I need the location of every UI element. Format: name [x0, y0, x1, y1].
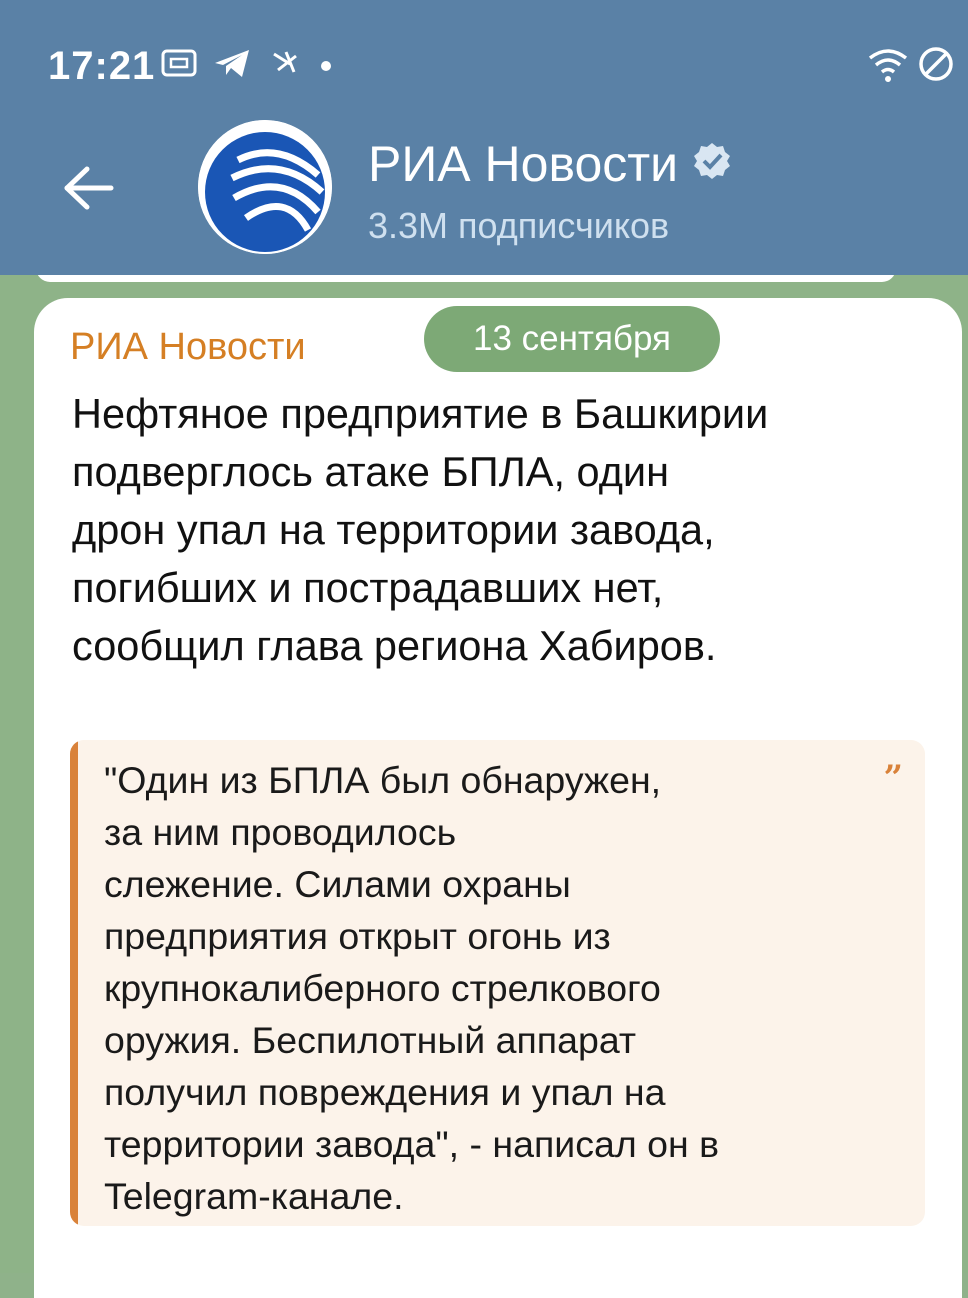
channel-avatar[interactable]: [198, 120, 332, 254]
telegram-icon: [212, 46, 252, 85]
subscriber-count: 3.3M подписчиков: [368, 205, 670, 246]
message-text: Нефтяное предприятие в Башкирии подверглось атаке БПЛА, один дрон упал на территории завода, погибших и пострадавших нет, сообщил глава региона Хабиров.: [72, 390, 769, 669]
verified-badge-icon: [692, 135, 732, 193]
blockquote: [70, 740, 925, 1226]
wifi-icon: [866, 44, 910, 89]
quote-bar: [70, 740, 78, 1226]
back-button[interactable]: [52, 150, 122, 230]
date-badge: 13 сентября: [424, 306, 720, 372]
status-bar: [0, 0, 968, 120]
channel-name: РИА Новости: [368, 136, 679, 192]
dot-icon: [318, 46, 334, 85]
status-time: 17:21: [48, 44, 156, 88]
dnd-icon: [916, 44, 956, 89]
message-sender[interactable]: РИА Новости: [70, 326, 306, 368]
channel-title[interactable]: [368, 135, 732, 193]
screenshot-icon: [160, 46, 198, 85]
status-icons-left: [160, 46, 334, 85]
quote-mark-icon: ”: [883, 758, 903, 798]
status-icons-right: [866, 44, 956, 89]
arrow-left-icon: [57, 163, 117, 218]
chat-header: [0, 0, 968, 275]
ria-logo-icon: [198, 120, 332, 254]
notification-icon: [266, 46, 304, 85]
quote-text: "Один из БПЛА был обнаружен, за ним проводилось слежение. Силами охраны предприятия открыт огонь из крупнокалиберного стрелкового оружия. Беспилотный аппарат получил повреждения и упал на территории завода", - написал он в Telegram-канале.: [104, 759, 720, 1217]
